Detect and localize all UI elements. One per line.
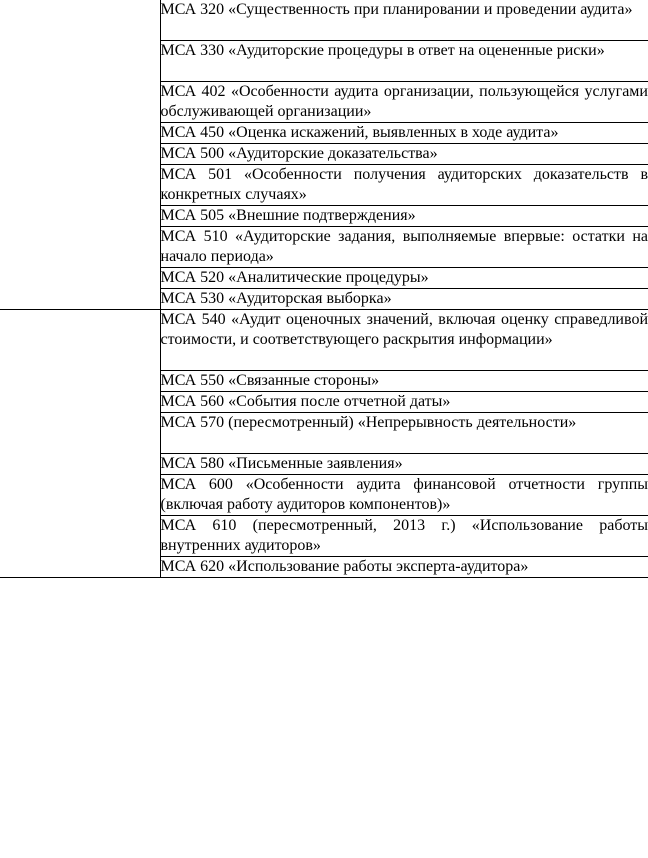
standard-cell: МСА 600 «Особенности аудита финансовой отчетности группы (включая работу аудиторов компонентов)»	[160, 475, 648, 516]
standard-cell: МСА 550 «Связанные стороны»	[160, 371, 648, 392]
standard-cell: МСА 505 «Внешние подтверждения»	[160, 206, 648, 227]
standard-cell: МСА 320 «Существенность при планировании и проведении аудита»	[160, 0, 648, 41]
standard-cell: МСА 450 «Оценка искажений, выявленных в ходе аудита»	[160, 123, 648, 144]
standard-cell: МСА 620 «Использование работы эксперта-аудитора»	[160, 557, 648, 578]
standard-cell: МСА 500 «Аудиторские доказательства»	[160, 144, 648, 165]
group-label-cell	[0, 0, 160, 310]
standard-cell: МСА 530 «Аудиторская выборка»	[160, 289, 648, 310]
group-label-cell	[0, 310, 160, 578]
standard-cell: МСА 580 «Письменные заявления»	[160, 454, 648, 475]
standard-cell: МСА 540 «Аудит оценочных значений, включая оценку справедливой стоимости, и соответствующего раскрытия информации»	[160, 310, 648, 371]
table-row	[0, 0, 648, 41]
standard-cell: МСА 501 «Особенности получения аудиторских доказательств в конкретных случаях»	[160, 165, 648, 206]
table-row	[0, 310, 648, 371]
standard-cell: МСА 560 «События после отчетной даты»	[160, 392, 648, 413]
standard-cell: МСА 610 (пересмотренный, 2013 г.) «Использование работы внутренних аудиторов»	[160, 516, 648, 557]
standard-cell: МСА 402 «Особенности аудита организации, пользующейся услугами обслуживающей организации»	[160, 82, 648, 123]
standard-cell: МСА 510 «Аудиторские задания, выполняемые впервые: остатки на начало периода»	[160, 227, 648, 268]
standard-cell: МСА 570 (пересмотренный) «Непрерывность деятельности»	[160, 413, 648, 454]
standard-cell: МСА 330 «Аудиторские процедуры в ответ на оцененные риски»	[160, 41, 648, 82]
standard-cell: МСА 520 «Аналитические процедуры»	[160, 268, 648, 289]
